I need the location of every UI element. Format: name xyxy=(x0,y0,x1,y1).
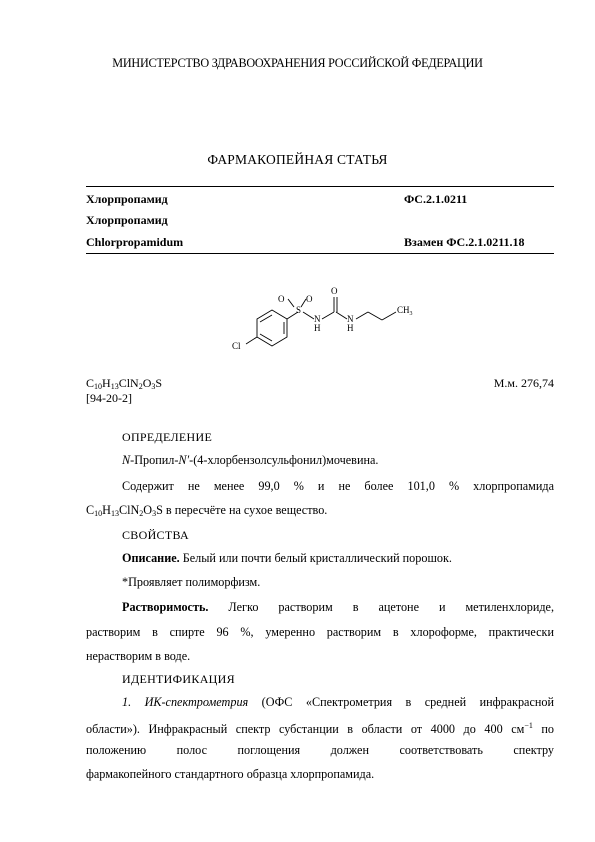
ministry-heading: МИНИСТЕРСТВО ЗДРАВООХРАНЕНИЯ РОССИЙСКОЙ ФЕДЕРАЦИИ xyxy=(112,56,483,70)
structural-formula xyxy=(210,282,440,360)
ir-line-3: положению полос поглощения должен соответствовать спектру xyxy=(86,743,554,757)
atom-h1: H xyxy=(314,323,321,333)
description-paragraph: Описание. Белый или почти белый кристаллический порошок. xyxy=(122,551,452,565)
name-ru-1: Хлорпропамид xyxy=(86,192,168,206)
molecular-formula: $C_{10}H_{13}ClN_2O_3S$ xyxy=(86,376,163,391)
article-code: ФС.2.1.0211 xyxy=(404,192,468,206)
name-ru-2: Хлорпропамид xyxy=(86,213,168,227)
cas-number: [94-20-2] xyxy=(86,391,132,405)
ir-line-1: 1. ИК-спектрометрия (ОФС «Спектрометрия в средней инфракрасной xyxy=(122,695,554,709)
description-label: Описание. xyxy=(122,551,180,565)
polymorphism-note: *Проявляет полиморфизм. xyxy=(122,575,261,589)
identification-title: ИДЕНТИФИКАЦИЯ xyxy=(122,672,235,686)
atom-h2: H xyxy=(347,323,354,333)
molar-mass: М.м. 276,74 xyxy=(493,376,554,390)
solubility-label: Растворимость. xyxy=(122,600,209,614)
ir-line-2: области»). Инфракрасный спектр субстанции в области от 4000 до 400 $см^{-1}$ по xyxy=(86,721,554,736)
content-line-1: Содержит не менее 99,0 % и не более 101,0 % хлорпропамида xyxy=(122,479,554,493)
atom-o1: O xyxy=(278,294,285,304)
name-latin: Chlorpropamidum xyxy=(86,235,184,249)
ir-label: ИК-спектрометрия xyxy=(131,695,249,709)
solubility-line-1: Растворимость. Легко растворим в ацетоне и метиленхлориде, xyxy=(122,600,554,614)
header-bottom-rule xyxy=(86,253,554,254)
properties-title: СВОЙСТВА xyxy=(122,528,189,542)
atom-cl: Cl xyxy=(232,341,241,351)
definition-title: ОПРЕДЕЛЕНИЕ xyxy=(122,430,213,444)
content-line-2: $C_{10}H_{13}ClN_2O_3S$ в пересчёте на сухое вещество. xyxy=(86,503,328,518)
solubility-line-3: нерастворим в воде. xyxy=(86,649,191,663)
solubility-line-2: растворим в спирте 96 %, умеренно растворим в хлороформе, практически xyxy=(86,625,554,639)
atom-n2: N xyxy=(347,314,354,324)
atom-ch3: $CH_3$ xyxy=(397,305,413,317)
definition-text: N-Пропил-N′-(4-хлорбензолсульфонил)мочевина. xyxy=(122,453,379,467)
atom-o3: O xyxy=(331,286,338,296)
atom-n1: N xyxy=(314,314,321,324)
header-top-rule xyxy=(86,186,554,187)
atom-s: S xyxy=(296,305,302,315)
ir-line-4: фармакопейного стандартного образца хлорпропамида. xyxy=(86,767,375,781)
atom-o2: O xyxy=(306,294,313,304)
replaces-code: Взамен ФС.2.1.0211.18 xyxy=(404,235,525,249)
document-type-title: ФАРМАКОПЕЙНАЯ СТАТЬЯ xyxy=(207,152,388,167)
